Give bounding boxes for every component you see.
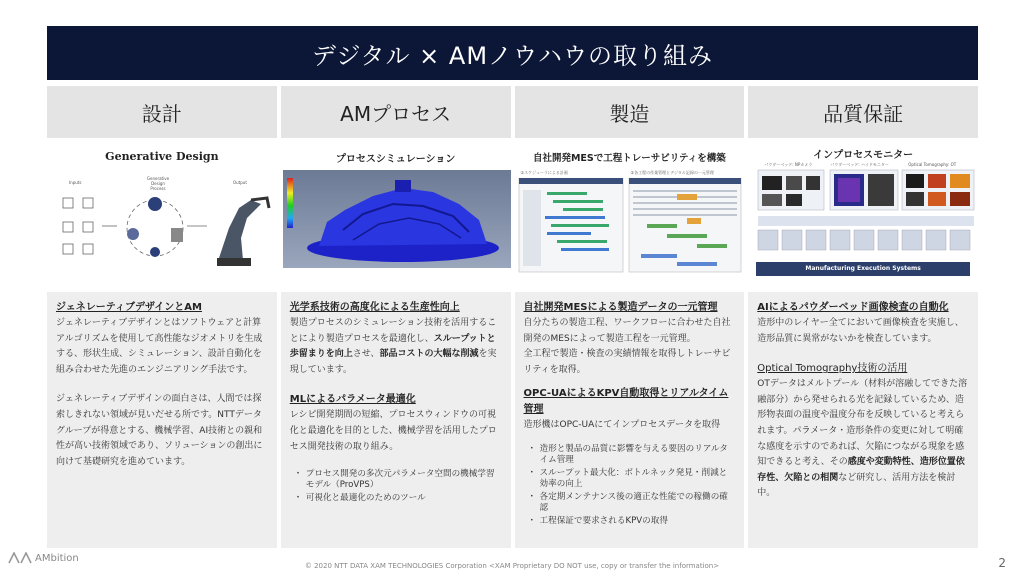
text-span: OTデータはメルトプール（材料が溶融してできた溶融部分）から発せられる光を記録しているため、造形物表面の温度や温度分布を反映していると考えられます。パラメータ・造形条件の変更に対して明確な感度を示すのであれば、欠陥につながる現象を感知できると考え、その (757, 379, 968, 468)
image-title: 自社開発MESで工程トレーサビリティを構築 (532, 153, 726, 164)
mes-label-bar: Manufacturing Execution Systems (756, 262, 970, 276)
column-design (47, 86, 277, 548)
content-grid (47, 86, 978, 548)
mes-image (515, 140, 745, 288)
section-heading: Optical Tomography技術の活用 (757, 363, 908, 375)
image-title: Generative Design (105, 150, 219, 163)
body-paragraph: 全工程で製造・検査の実績情報を取得しトレーサビリティを取得。 (523, 349, 731, 375)
column-header-design: 設計 (47, 86, 277, 138)
body-paragraph: ジェネレーティブデザインとはソフトウェアと計算アルゴリズムを使用して高性能なジオメトリを生成する、形状生成、シミュレーション、設計自動化を組み合わせた先進のエンジニアリング手法です。 (56, 318, 263, 375)
emphasis-text: スループットと歩留まりを向上 (289, 333, 496, 360)
text-span: を実現しています。 (289, 349, 497, 375)
column-header-manufacturing: 製造 (515, 86, 745, 138)
body-paragraph: 自分たちの製造工程、ワークフローに合わせた自社開発のMESによって製造工程を一元管理。 (523, 318, 731, 344)
simulation-render (283, 170, 511, 268)
image-label: パウダーベッド: NPカメラ (764, 162, 813, 167)
bullet-list (290, 469, 502, 504)
section-heading: ジェネレーティブデザインとAM (56, 302, 202, 313)
list-item: ・ スループット最大化：ボトルネック発見・削減と効率の向上 (540, 468, 736, 490)
text-span: など研究し、活用方法を検討中。 (757, 472, 956, 499)
section-heading: 自社開発MESによる製造データの一元管理 (523, 302, 718, 313)
monitor-diagram (750, 168, 978, 258)
image-label: ①スケジューラによる計画 (520, 170, 568, 175)
body-paragraph (757, 377, 969, 502)
body-paragraph: レシピ開発期間の短縮、プロセスウィンドウの可視化と最適化を目的とした、機械学習を活用したプロセス開発技術の取り組み。 (289, 410, 497, 452)
column-body-manufacturing (515, 292, 745, 548)
column-body-quality-assurance (748, 292, 978, 548)
image-label: Optical Tomography: OT (908, 162, 957, 167)
image-title: インプロセスモニター (813, 150, 914, 161)
slide-title: デジタル × AMノウハウの取り組み (47, 26, 978, 80)
mes-screens (517, 178, 745, 286)
generative-design-diagram (47, 178, 277, 288)
image-label: ②各工程の作業管理とデジタル記録の一元管理 (630, 170, 714, 175)
list-item: ・ 造形と製品の品質に影響を与える要因のリアルタイム管理 (540, 444, 736, 466)
image-label: パウダーベッド: ハイドモニター (830, 162, 889, 167)
body-paragraph: 造形機はOPC-UAにてインプロセスデータを取得 (523, 420, 721, 431)
column-quality-assurance (748, 86, 978, 548)
in-process-monitor-image (748, 140, 978, 288)
section-heading: AIによるパウダーベッド画像検査の自動化 (757, 302, 949, 313)
section-heading: MLによるパラメータ最適化 (289, 394, 416, 406)
text-span: 製造プロセスのシミュレーション技術を活用することにより製造プロセスを最適化し、 (289, 318, 497, 344)
list-item: ・ 可視化と最適化のためのツール (306, 493, 502, 504)
bullet-list (524, 444, 736, 527)
list-item: ・ 各定期メンテナンス後の適正な性能での稼働の確認 (540, 492, 736, 514)
list-item: ・ プロセス開発の多次元パラメータ空間の機械学習モデル（ProVPS） (306, 469, 502, 491)
column-header-am-process: AMプロセス (281, 86, 511, 138)
image-title: プロセスシミュレーション (335, 154, 456, 165)
copyright-notice: © 2020 NTT DATA XAM TECHNOLOGIES Corporation <XAM Proprietary DO NOT use, copy or transfer the information> (304, 562, 720, 570)
process-simulation-image (281, 140, 511, 288)
logo-text: AMbition (35, 552, 79, 564)
list-item: ・ 工程保証で要求されるKPVの取得 (540, 516, 736, 527)
column-am-process (281, 86, 511, 548)
column-body-design (47, 292, 277, 548)
section-heading: 光学系技術の高度化による生産性向上 (289, 302, 460, 313)
image-label: Generative Design Process (146, 176, 170, 191)
body-paragraph: ジェネレーティブデザインの面白さは、人間では探索しきれない領域が見いだせる所です。NTTデータグループが得意とする、機械学習、AI技術との親和性が高い技術領域であり、ソリューションの創出に向けて基礎研究を進めています。 (56, 394, 263, 467)
image-label: Inputs (69, 180, 82, 185)
column-manufacturing (515, 86, 745, 548)
emphasis-text: 部品コストの大幅な削減 (379, 349, 479, 360)
column-header-quality-assurance: 品質保証 (748, 86, 978, 138)
body-paragraph: 造形中のレイヤー全てにおいて画像検査を実施し、造形品質に異常がないかを検査しています。 (757, 318, 964, 344)
body-paragraph (290, 316, 502, 378)
column-body-am-process (281, 292, 511, 548)
emphasis-text: 感度や変動特性、造形位置依存性、欠陥との相関 (757, 457, 965, 483)
section-heading: OPC-UAによるKPV自動取得とリアルタイム管理 (523, 388, 729, 416)
page-number: 2 (998, 556, 1006, 570)
image-label: Output (233, 180, 247, 185)
generative-design-image (47, 140, 277, 288)
text-span: させ、 (352, 349, 380, 360)
